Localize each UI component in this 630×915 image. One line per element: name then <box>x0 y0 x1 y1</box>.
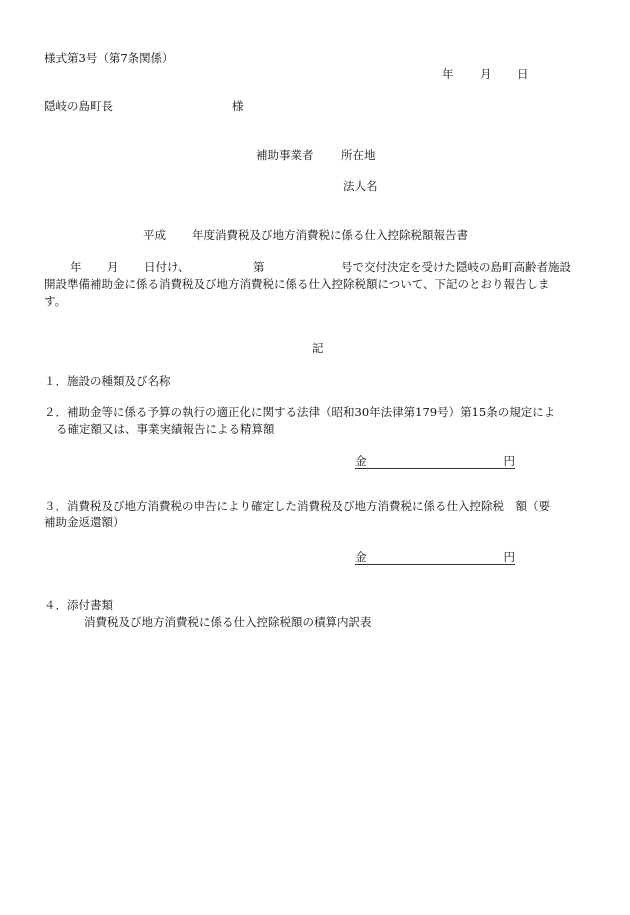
addressee-honorific: 様 <box>232 99 244 113</box>
item-2-line2: る確定額又は、事業実績報告による精算額 <box>56 422 275 436</box>
item-3-line1: ３．消費税及び地方消費税の申告により確定した消費税及び地方消費税に係る仕入控除税 額（要 <box>44 499 550 513</box>
amount-prefix: 金 <box>355 550 367 564</box>
item-4-line2: 消費税及び地方消費税に係る仕入控除税額の積算内訳表 <box>84 615 372 629</box>
item-4-line1: ４．添付書類 <box>44 598 113 612</box>
document-title: 年度消費税及び地方消費税に係る仕入控除税額報告書 <box>192 228 468 242</box>
body-line2: 開設準備補助金に係る消費税及び地方消費税に係る仕入控除税額について、下記のとおり報告しま <box>44 277 550 291</box>
body-number-prefix: 第 <box>253 260 265 274</box>
amount-suffix: 円 <box>503 454 515 468</box>
address-label: 所在地 <box>341 148 376 162</box>
body-month: 月 <box>107 260 119 274</box>
body-line1: 号で交付決定を受けた隠岐の島町高齢者施設 <box>341 260 571 274</box>
date-day: 日 <box>517 67 529 81</box>
applicant-label: 補助事業者 <box>256 148 314 162</box>
addressee-name: 隠岐の島町長 <box>44 99 113 113</box>
item-2-line1: ２．補助金等に係る予算の執行の適正化に関する法律（昭和30年法律第179号）第15条の規定によ <box>44 405 556 419</box>
body-year: 年 <box>70 260 82 274</box>
amount-prefix: 金 <box>355 454 367 468</box>
form-number: 様式第3号（第7条関係） <box>44 51 174 65</box>
amount-suffix: 円 <box>503 550 515 564</box>
date-month: 月 <box>480 67 492 81</box>
amount-field-1 <box>355 454 515 469</box>
date-year: 年 <box>442 67 454 81</box>
title-era: 平成 <box>143 228 166 242</box>
item-3-line2: 補助金返還額） <box>44 515 125 529</box>
body-line3: す。 <box>44 294 67 308</box>
item-1: １．施設の種類及び名称 <box>44 374 171 388</box>
corp-name-label: 法人名 <box>343 179 378 193</box>
amount-field-2 <box>355 550 515 565</box>
ki-heading: 記 <box>312 341 324 355</box>
body-dated: 日付け、 <box>144 260 190 274</box>
